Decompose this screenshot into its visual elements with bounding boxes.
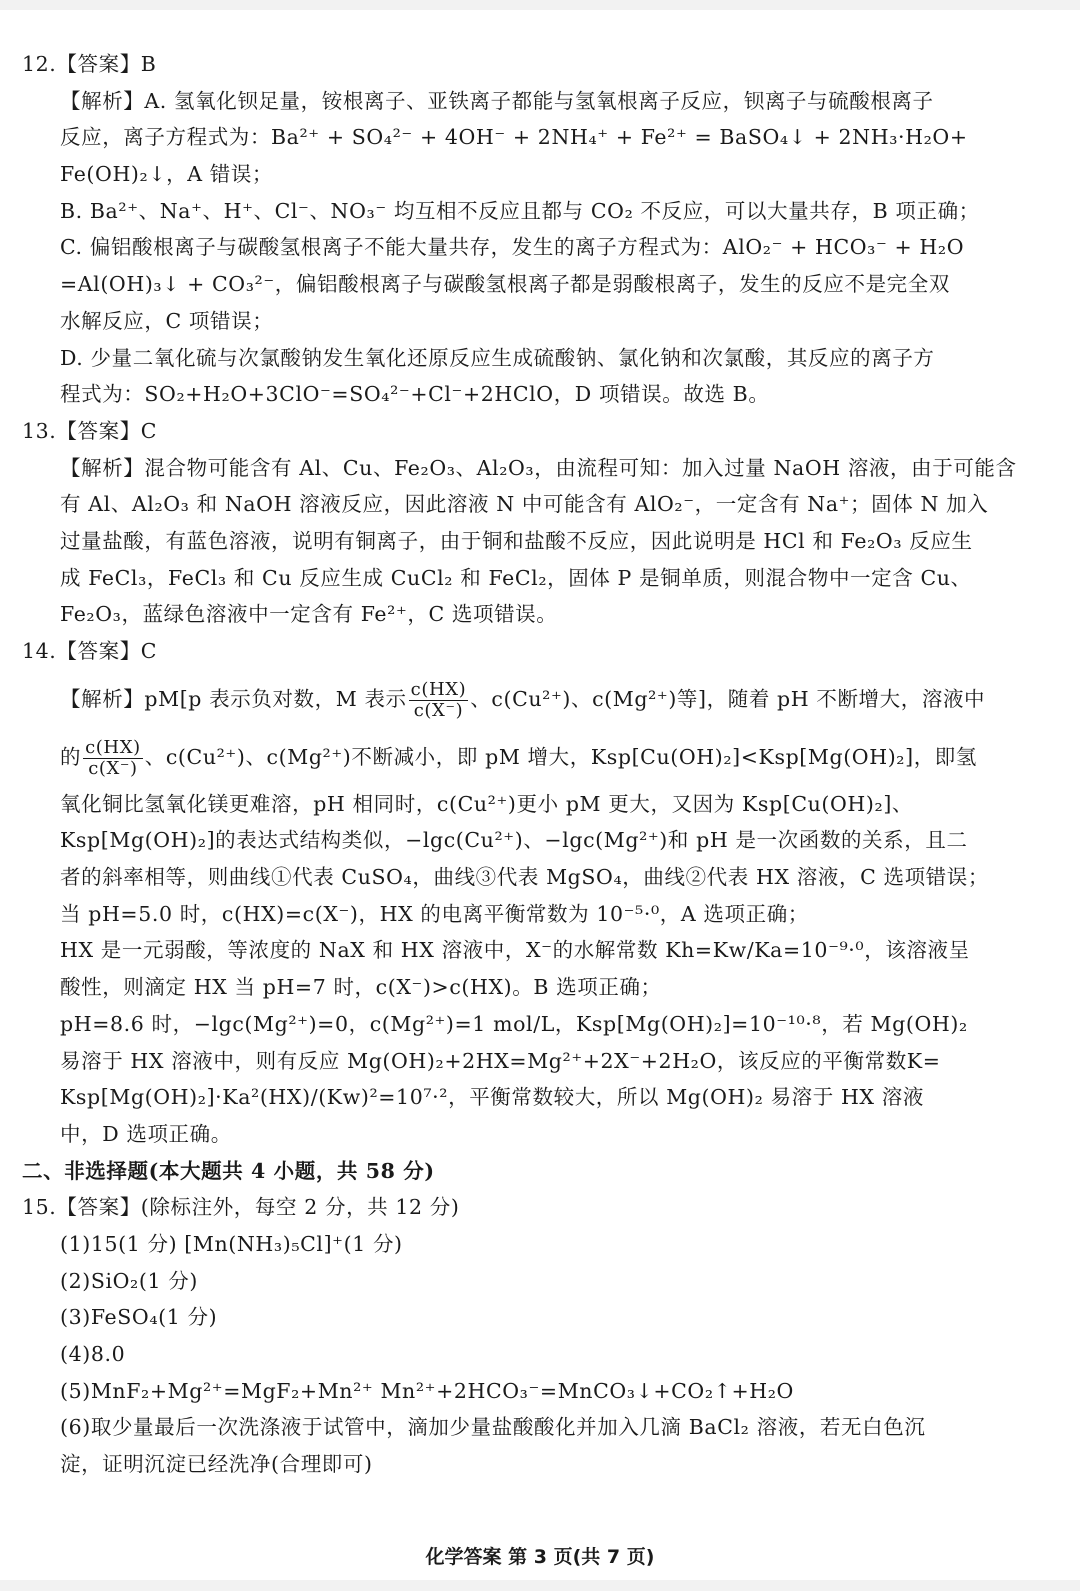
fraction-numerator: c(HX) [85,736,141,758]
q14-analysis-line: 者的斜率相等，则曲线①代表 CuSO₄，曲线③代表 MgSO₄，曲线②代表 HX 溶液，C 选项错误； [60,865,989,890]
fraction-hx [409,680,469,721]
q13-analysis-line: Fe₂O₃，蓝绿色溶液中一定含有 Fe²⁺，C 选项错误。 [60,602,558,627]
q15-item: (1)15(1 分) [Mn(NH₃)₅Cl]⁺(1 分) [60,1231,403,1256]
q15-item: (5)MnF₂+Mg²⁺=MgF₂+Mn²⁺ Mn²⁺+2HCO₃⁻=MnCO₃↓+CO₂↑+H₂O [60,1378,794,1403]
fraction-numerator: c(HX) [410,678,467,700]
q14-analysis-line: HX 是一元弱酸，等浓度的 NaX 和 HX 溶液中，X⁻的水解常数 Kh=Kw/Ka=10⁻⁹·⁰，该溶液呈 [60,938,970,963]
q13-analysis-line: 【解析】混合物可能含有 Al、Cu、Fe₂O₃、Al₂O₃，由流程可知：加入过量 NaOH 溶液，由于可能含 [60,455,1017,480]
fraction-hx [83,738,143,779]
q14-text: 、c(Cu²⁺)、c(Mg²⁺)不断减小，即 pM 增大，Ksp[Cu(OH)₂]<Ksp[Mg(OH)₂]，即氢 [144,744,978,769]
q12-analysis-line: 程式为：SO₂+H₂O+3ClO⁻=SO₄²⁻+Cl⁻+2HClO，D 项错误。故选 B。 [60,382,770,407]
q12-answer: 12.【答案】B [22,52,157,76]
q15-answer: 15.【答案】(除标注外，每空 2 分，共 12 分) [22,1195,460,1220]
q14-analysis-line: 酸性，则滴定 HX 当 pH=7 时，c(X⁻)>c(HX)。B 选项正确； [60,975,662,1000]
q14-text: 【解析】pM[p 表示负对数，M 表示 [60,686,407,711]
q14-analysis-line: Ksp[Mg(OH)₂]的表达式结构类似，−lgc(Cu²⁺)、−lgc(Mg²⁺)和 pH 是一次函数的关系，且二 [60,828,968,853]
q12-analysis-line: 反应，离子方程式为：Ba²⁺ + SO₄²⁻ + 4OH⁻ + 2NH₄⁺ + Fe²⁺ = BaSO₄↓ + 2NH₃·H₂O+ [60,125,968,150]
q12-analysis-line: C. 偏铝酸根离子与碳酸氢根离子不能大量共存，发生的离子方程式为：AlO₂⁻ + HCO₃⁻ + H₂O [60,235,965,260]
q12-analysis-line: 水解反应，C 项错误； [60,308,274,333]
q15-item: (2)SiO₂(1 分) [60,1268,198,1293]
q15-item: 淀，证明沉淀已经洗净(合理即可) [60,1452,373,1477]
q15-item: (4)8.0 [60,1342,126,1366]
q12-analysis-line: =Al(OH)₃↓ + CO₃²⁻，偏铝酸根离子与碳酸氢根离子都是弱酸根离子，发生的反应不是完全双 [60,272,950,297]
q14-analysis-line: 易溶于 HX 溶液中，则有反应 Mg(OH)₂+2HX=Mg²⁺+2X⁻+2H₂O，该反应的平衡常数K= [60,1048,941,1073]
fraction-denominator: c(X⁻) [88,757,138,779]
q12-analysis-line: 【解析】A. 氢氧化钡足量，铵根离子、亚铁离子都能与氢氧根离子反应，钡离子与硫酸根离子 [60,88,934,113]
q14-answer: 14.【答案】C [22,639,158,663]
q15-item: (3)FeSO₄(1 分) [60,1305,218,1330]
q14-analysis-line: pH=8.6 时，−lgc(Mg²⁺)=0，c(Mg²⁺)=1 mol/L，Ksp[Mg(OH)₂]=10⁻¹⁰·⁸，若 Mg(OH)₂ [60,1011,968,1036]
q14-analysis-line: Ksp[Mg(OH)₂]·Ka²(HX)/(Kw)²=10⁷·²，平衡常数较大，所以 Mg(OH)₂ 易溶于 HX 溶液 [60,1085,924,1110]
q12-analysis-line: B. Ba²⁺、Na⁺、H⁺、Cl⁻、NO₃⁻ 均互相不反应且都与 CO₂ 不反应，可以大量共存，B 项正确； [60,198,980,223]
q13-analysis-line: 过量盐酸，有蓝色溶液，说明有铜离子，由于铜和盐酸不反应，因此说明是 HCl 和 Fe₂O₃ 反应生 [60,528,973,553]
q14-analysis-line [22,728,1062,786]
section-heading: 二、非选择题(本大题共 4 小题，共 58 分) [22,1158,435,1183]
q15-item: (6)取少量最后一次洗涤液于试管中，滴加少量盐酸酸化并加入几滴 BaCl₂ 溶液，若无白色沉 [60,1415,926,1440]
fraction-denominator: c(X⁻) [413,699,464,721]
document-page [0,10,1080,1580]
q13-analysis-line: 有 Al、Al₂O₃ 和 NaOH 溶液反应，因此溶液 N 中可能含有 AlO₂⁻，一定含有 Na⁺；固体 N 加入 [60,492,989,517]
q13-analysis-line: 成 FeCl₃，FeCl₃ 和 Cu 反应生成 CuCl₂ 和 FeCl₂，固体 P 是铜单质，则混合物中一定含 Cu、 [60,565,972,590]
q14-analysis-line [22,670,1062,728]
q12-analysis-line: D. 少量二氧化硫与次氯酸钠发生氧化还原反应生成硫酸钠、氯化钠和次氯酸，其反应的离子方 [60,345,935,370]
q14-analysis-line: 中，D 选项正确。 [60,1121,232,1146]
q13-answer: 13.【答案】C [22,418,158,443]
page-footer: 化学答案 第 3 页(共 7 页) [425,1546,655,1568]
q14-analysis-line: 当 pH=5.0 时，c(HX)=c(X⁻)，HX 的电离平衡常数为 10⁻⁵·⁰，A 选项正确； [60,901,809,926]
q14-text: 的 [60,744,82,769]
answer-content [22,46,1062,1483]
q14-analysis-line: 氧化铜比氢氧化镁更难溶，pH 相同时，c(Cu²⁺)更小 pM 更大，又因为 Ksp[Cu(OH)₂]、 [60,791,914,816]
q14-text: 、c(Cu²⁺)、c(Mg²⁺)等]，随着 pH 不断增大，溶液中 [470,686,986,711]
q12-analysis-line: Fe(OH)₂↓，A 错误； [60,162,274,187]
